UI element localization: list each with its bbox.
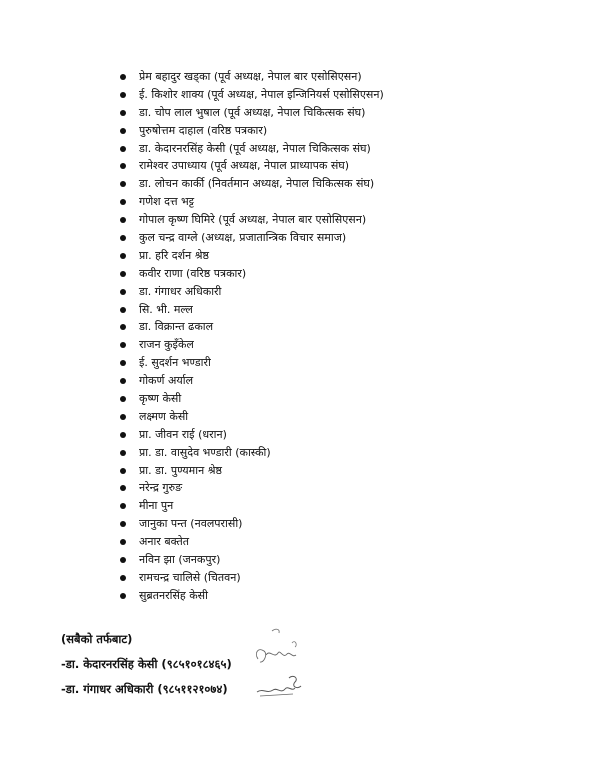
bullet-icon xyxy=(120,324,126,330)
signatory-line-1: -डा. केदारनरसिंह केसी (९८५१०१८४६५) xyxy=(61,657,232,671)
bullet-icon xyxy=(120,432,126,438)
bullet-icon xyxy=(120,146,126,152)
bullet-icon xyxy=(120,450,126,456)
bullet-icon xyxy=(120,128,126,134)
list-item xyxy=(120,515,560,533)
name-text: नविन झा (जनकपुर) xyxy=(139,553,221,567)
list-item xyxy=(120,569,560,587)
bullet-icon xyxy=(120,74,126,80)
name-text: प्रा. जीवन राई (धरान) xyxy=(139,427,227,441)
bullet-icon xyxy=(120,557,126,563)
list-item xyxy=(120,479,560,497)
list-item xyxy=(120,157,560,175)
bullet-icon xyxy=(120,307,126,313)
handwritten-signature-2 xyxy=(255,672,303,702)
list-item xyxy=(120,444,560,462)
name-text: कवीर राणा (वरिष्ठ पत्रकार) xyxy=(139,266,247,280)
name-text: ई. सुदर्शन भण्डारी xyxy=(139,356,211,370)
list-item xyxy=(120,426,560,444)
signatory-list xyxy=(120,68,560,605)
bullet-icon xyxy=(120,253,126,259)
name-text: जानुका पन्त (नवलपरासी) xyxy=(139,517,243,531)
name-text: डा. गंगाधर अधिकारी xyxy=(139,284,222,298)
list-item xyxy=(120,408,560,426)
name-text: ई. किशोर शाक्य (पूर्व अध्यक्ष, नेपाल इन्जिनियर्स एसोसिएसन) xyxy=(139,87,384,101)
list-item xyxy=(120,68,560,86)
bullet-icon xyxy=(120,199,126,205)
on-behalf-heading: (सबैको तर्फबाट) xyxy=(61,632,133,646)
bullet-icon xyxy=(120,503,126,509)
name-text: प्रा. डा. वासुदेव भण्डारी (कास्की) xyxy=(139,445,271,459)
list-item xyxy=(120,104,560,122)
signatory-line-2: -डा. गंगाधर अधिकारी (९८५११२१०७४) xyxy=(61,682,228,696)
list-item xyxy=(120,497,560,515)
name-text: अनार बक्तेत xyxy=(139,535,190,549)
list-item xyxy=(120,86,560,104)
list-item xyxy=(120,336,560,354)
bullet-icon xyxy=(120,396,126,402)
list-item xyxy=(120,372,560,390)
name-text: डा. चोप लाल भुषाल (पूर्व अध्यक्ष, नेपाल चिकित्सक संघ) xyxy=(139,105,366,119)
name-text: कृष्ण केसी xyxy=(139,392,182,406)
list-item xyxy=(120,211,560,229)
bullet-icon xyxy=(120,414,126,420)
bullet-icon xyxy=(120,289,126,295)
name-text: रामेश्वर उपाध्याय (पूर्व अध्यक्ष, नेपाल प्राध्यापक संघ) xyxy=(139,159,350,173)
bullet-icon xyxy=(120,593,126,599)
name-text: प्रा. डा. पुण्यमान श्रेष्ठ xyxy=(139,463,222,477)
list-item xyxy=(120,390,560,408)
name-text: लक्ष्मण केसी xyxy=(139,409,189,423)
name-text: प्रा. हरि दर्शन श्रेष्ठ xyxy=(139,248,209,262)
bullet-icon xyxy=(120,521,126,527)
name-text: प्रेम बहादुर खड्का (पूर्व अध्यक्ष, नेपाल बार एसोसिएसन) xyxy=(139,70,362,83)
name-text: गोकर्ण अर्याल xyxy=(139,374,194,388)
bullet-icon xyxy=(120,378,126,384)
list-item xyxy=(120,301,560,319)
list-item xyxy=(120,551,560,569)
name-text: कुल चन्द्र वाग्ले (अध्यक्ष, प्रजातान्त्रिक विचार समाज) xyxy=(139,231,347,245)
name-text: डा. लोचन कार्की (निवर्तमान अध्यक्ष, नेपाल चिकित्सक संघ) xyxy=(139,177,375,191)
name-text: गोपाल कृष्ण घिमिरे (पूर्व अध्यक्ष, नेपाल बार एसोसिएसन) xyxy=(139,213,367,227)
bullet-icon xyxy=(120,163,126,169)
name-text: नरेन्द्र गुरुङ xyxy=(139,481,183,495)
bullet-icon xyxy=(120,485,126,491)
name-text: डा. विक्रान्त ढकाल xyxy=(139,320,214,334)
list-item xyxy=(120,265,560,283)
list-item xyxy=(120,462,560,480)
name-text: रामचन्द्र चालिसे (चितवन) xyxy=(139,570,241,584)
bullet-icon xyxy=(120,539,126,545)
list-item xyxy=(120,354,560,372)
name-text: सि. भी. मल्ल xyxy=(139,302,193,316)
list-item xyxy=(120,122,560,140)
name-text: सुब्रतनरसिंह केसी xyxy=(139,588,208,602)
list-item xyxy=(120,175,560,193)
list-item xyxy=(120,533,560,551)
list-item xyxy=(120,140,560,158)
bullet-icon xyxy=(120,360,126,366)
bullet-icon xyxy=(120,110,126,116)
bullet-icon xyxy=(120,271,126,277)
name-text: पुरुषोत्तम दाहाल (वरिष्ठ पत्रकार) xyxy=(139,123,268,137)
bullet-icon xyxy=(120,92,126,98)
handwritten-signature-1 xyxy=(250,625,308,673)
name-text: डा. केदारनरसिंह केसी (पूर्व अध्यक्ष, नेपाल चिकित्सक संघ) xyxy=(139,141,371,155)
bullet-icon xyxy=(120,342,126,348)
list-item xyxy=(120,283,560,301)
list-item xyxy=(120,229,560,247)
bullet-icon xyxy=(120,235,126,241)
list-item xyxy=(120,587,560,605)
name-text: गणेश दत्त भट्ट xyxy=(139,195,195,209)
list-item xyxy=(120,318,560,336)
bullet-icon xyxy=(120,217,126,223)
bullet-icon xyxy=(120,181,126,187)
name-text: राजन कुइँकेल xyxy=(139,338,194,352)
name-text: मीना पुन xyxy=(139,499,174,513)
list-item xyxy=(120,247,560,265)
bullet-icon xyxy=(120,468,126,474)
bullet-icon xyxy=(120,575,126,581)
list-item xyxy=(120,193,560,211)
